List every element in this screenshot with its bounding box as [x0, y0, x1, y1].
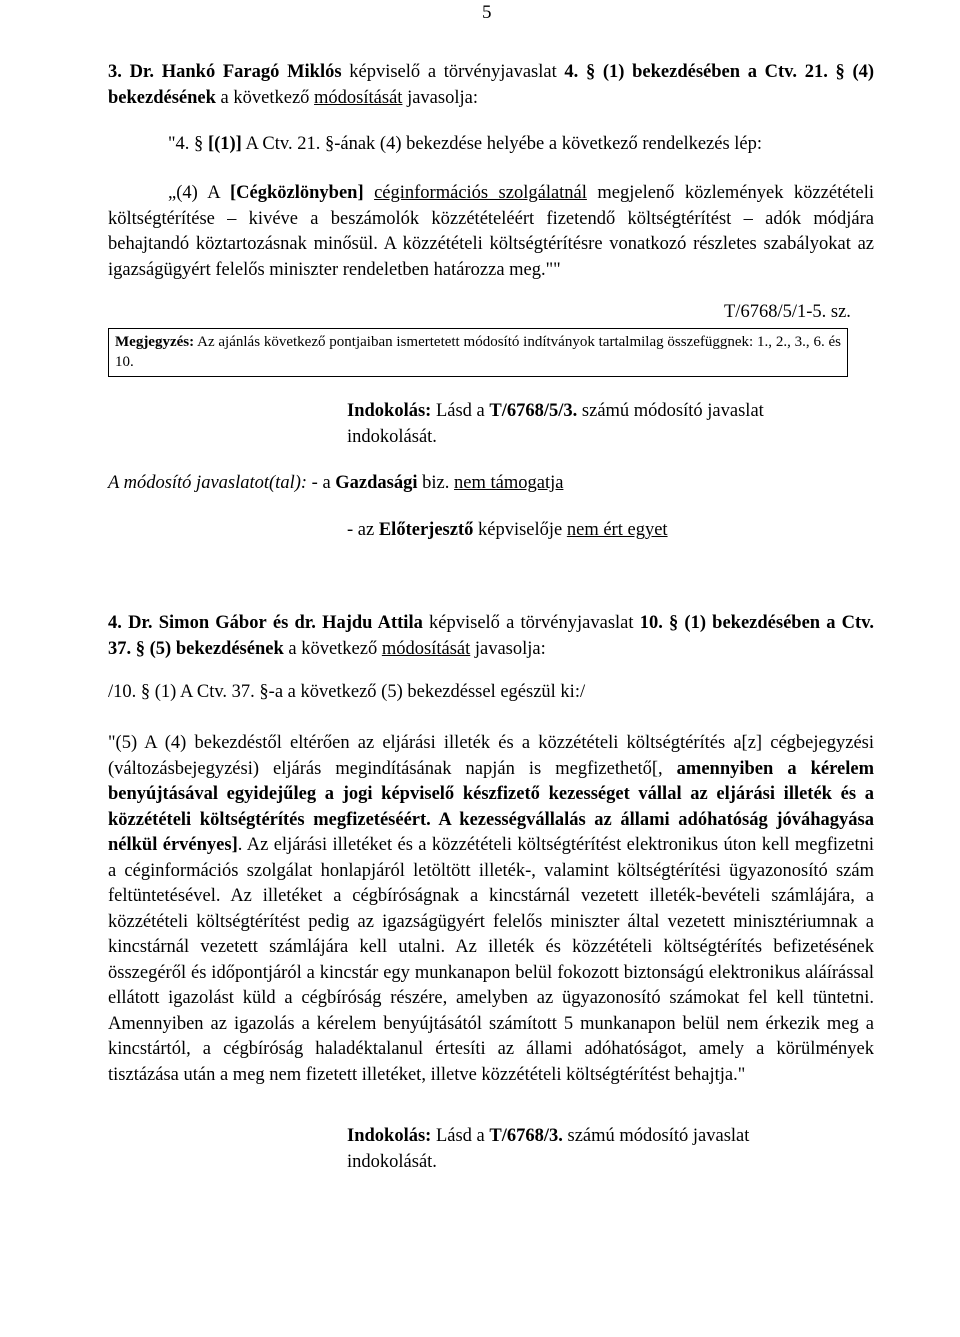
- page-number: 5: [482, 2, 492, 23]
- amendment-3-intro: "4. § [(1)] A Ctv. 21. §-ának (4) bekezdése helyébe a következő rendelkezés lép:: [168, 134, 763, 154]
- amendment-4-body: "(5) A (4) bekezdéstől eltérően az eljárási illeték és a közzétételi költségtérítés a[z] cégbejegyzési (változásbejegyzési) eljárás megindításának napján is megfizethető[, amennyiben a kérelem benyújtásával egyidejűleg a jogi képviselő készfizető kezességet vállal az eljárási illeték és a közzétételi költségtérítés megfizetéséért. A kezességvállalás az állami adóhatóság jóváhagyása nélkül érvényes]. Az eljárási illetéket és a közzétételi költségtérítést elektronikus úton kell megfizetni a céginformációs szolgálat honlapjáról letöltött illeték-, valamint költségtérítési ügyazonosító szám feltüntetésével. Az illetéket a cégbíróságnak a kincstárnál vezetett illeték-bevételi számlájára, a közzétételi költségtérítést pedig az igazságügyért felelős miniszter által vezetett minisztériumnak a kincstárnál vezetett számlájára kell utalni. Az illeték és közzétételi költségtérítés befizetésének összegéről és időpontjáról a kincstár egy munkanapon belül fokozott biztonságú elektronikus aláírással ellátott igazolást küld a cégbíróság részére, amelyben az ügyazonosító számokat fel kell tüntetni. Amennyiben az igazolás a kérelem benyújtásától számított 5 munkanapon belül nem érkezik meg a kincstártól, a cégbíróság haladéktalanul értesíti az állami adóhatóságot, amely a körülmények tisztázása után a meg nem fizetett illetéket, illetve közzétételi költségtérítést behajtja.": [108, 733, 874, 1085]
- section-reference: 10. § (1) bekezdésében a Ctv. 37. § (5) bekezdésének: [108, 613, 875, 659]
- author-name: Dr. Simon Gábor: [128, 613, 267, 633]
- committee-position: A módosító javaslatot(tal): - a Gazdasági biz. nem támogatja: [108, 473, 564, 493]
- item-number: 3.: [108, 62, 122, 82]
- presenter-position: - az Előterjesztő képviselője nem ért egyet: [347, 520, 668, 540]
- modification-link: módosítását: [314, 87, 403, 108]
- amendment-4-justification: Indokolás: Lásd a T/6768/3. számú módosító javaslat indokolását.: [347, 1126, 750, 1172]
- inserted-text: céginformációs szolgálatnál: [374, 183, 587, 203]
- author-name: dr. Hajdu Attila: [294, 613, 423, 633]
- note-text: Az ajánlás következő pontjaiban ismertetett módosító indítványok tartalmilag összefüggnek: 1., 2., 3., 6. és 10.: [115, 334, 841, 370]
- deleted-text: [Cégközlönyben]: [230, 183, 364, 203]
- position-label: A módosító javaslatot(tal):: [108, 473, 308, 493]
- author-name: Dr. Hankó Faragó Miklós: [129, 62, 342, 82]
- reference-number: T/6768/5/1-5. sz.: [724, 302, 851, 322]
- note-box: [108, 328, 848, 377]
- amendment-3-quote: „(4) A [Cégközlönyben] céginformációs szolgálatnál megjelenő közlemények közzétételi költségtérítése – kivéve a beszámolók közzétételéért fizetendő költségtérítést – adók módjára behajtandó köztartozásnak minősül. A közzétételi költségtérítésre vonatkozó részletes szabályokat az igazságügyért felelős miniszter rendeletben határozza meg."": [108, 183, 875, 280]
- modification-link: módosítását: [381, 638, 471, 659]
- deleted-text: amennyiben a kérelem benyújtásával egyidejűleg a jogi képviselő készfizető kezességet vállal az eljárási illeték és a közzétételi költségtérítés megfizetéséért. A kezességvállalás az állami adóhatóság jóváhagyása nélkül érvényes]: [108, 758, 874, 855]
- amendment-3-justification: Indokolás: Lásd a T/6768/5/3. számú módosító javaslat indokolását.: [347, 401, 764, 447]
- amendment-4-intro: /10. § (1) A Ctv. 37. §-a a következő (5) bekezdéssel egészül ki:/: [108, 682, 586, 702]
- position-value: nem ért egyet: [566, 520, 668, 540]
- amendment-3-heading: 3. Dr. Hankó Faragó Miklós képviselő a törvényjavaslat 4. § (1) bekezdésében a Ctv. 21. § (4) bekezdésének a következő módosítását javasolja:: [108, 62, 875, 108]
- note-label: Megjegyzés:: [115, 334, 195, 350]
- item-number: 4.: [108, 613, 122, 633]
- position-value: nem támogatja: [454, 473, 564, 493]
- section-reference: 4. § (1) bekezdésében a Ctv. 21. § (4) bekezdésének: [108, 62, 875, 108]
- amendment-4-heading: 4. Dr. Simon Gábor és dr. Hajdu Attila képviselő a törvényjavaslat 10. § (1) bekezdésében a Ctv. 37. § (5) bekezdésének a következő módosítását javasolja:: [108, 613, 875, 659]
